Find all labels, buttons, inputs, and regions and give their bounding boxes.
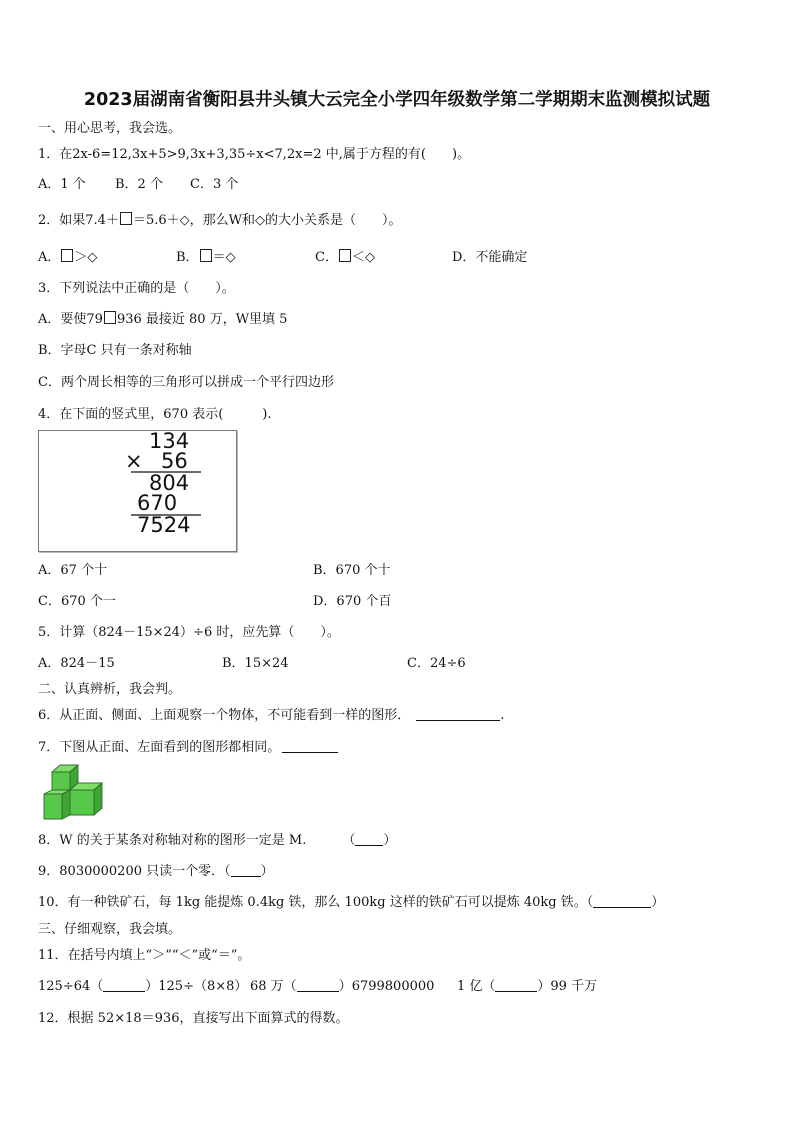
- q2-option-d[interactable]: D．不能确定: [452, 250, 528, 265]
- q11-e2-left: 68 万（: [250, 979, 297, 994]
- question-6: [38, 707, 504, 725]
- partial-product-2: 670: [137, 491, 178, 515]
- question-8: [38, 832, 396, 850]
- section-1-heading: 一、用心思考，我会选。: [38, 121, 182, 136]
- cube-top-upper-front: [52, 772, 70, 790]
- q11-e3-blank[interactable]: [495, 979, 537, 992]
- q2-c-rel: ＜◇: [351, 250, 375, 265]
- cube-figure: [40, 764, 106, 824]
- question-5: 5．计算（824－15×24）÷6 时，应先算（ ）。: [38, 625, 340, 640]
- q11-expression-1: [38, 978, 247, 996]
- cube-left-front: [44, 794, 62, 819]
- q8-paren-right: ）: [383, 833, 397, 848]
- q3-a-post: 936 最接近 80 万，W里填 5: [116, 312, 288, 327]
- page-title: 2023届湖南省衡阳县井头镇大云完全小学四年级数学第二学期期末监测模拟试题: [83, 90, 711, 110]
- q11-expression-3: [457, 978, 597, 996]
- q2-option-b[interactable]: [176, 249, 236, 267]
- q11-e2-right: ）6799800000: [338, 979, 435, 994]
- q8-answer-blank[interactable]: [355, 833, 383, 846]
- q2-text-pre: 2．如果7.4＋: [38, 213, 119, 228]
- q9-answer-blank[interactable]: [231, 864, 261, 877]
- times-sign: ×: [125, 449, 143, 473]
- multiplicand: 134: [149, 431, 190, 453]
- multiplier: 56: [161, 449, 188, 473]
- question-11: 11．在括号内填上“＞”“＜”或“＝”。: [38, 948, 251, 963]
- square-symbol: [120, 212, 132, 225]
- q7-text: 7．下图从正面、左面看到的图形都相同。: [38, 740, 281, 755]
- q3-option-c[interactable]: C．两个周长相等的三角形可以拼成一个平行四边形: [38, 375, 334, 390]
- q1-option-b[interactable]: B．2 个: [115, 177, 163, 192]
- square-symbol: [104, 311, 116, 324]
- q5-option-a[interactable]: A．824－15: [38, 656, 115, 671]
- q2-b-label: B．: [176, 250, 199, 265]
- question-7: [38, 739, 338, 757]
- q11-e3-left: 1 亿（: [457, 979, 496, 994]
- cubes-svg: [40, 764, 106, 820]
- square-symbol: [61, 249, 73, 262]
- q10-text: 10．有一种铁矿石，每 1kg 能提炼 0.4kg 铁，那么 100kg 这样的铁矿石可以提炼 40kg 铁。（: [38, 895, 594, 910]
- q2-option-a[interactable]: [38, 249, 97, 267]
- q10-paren-right: ）: [651, 895, 665, 910]
- q11-e1-right: ）125÷（8×8）: [145, 979, 248, 994]
- q5-option-c[interactable]: C．24÷6: [407, 656, 466, 671]
- q2-c-label: C．: [315, 250, 338, 265]
- section-2-heading: 二、认真辨析，我会判。: [38, 682, 182, 697]
- product-result: 7524: [137, 513, 191, 537]
- q11-e1-blank[interactable]: [103, 979, 145, 992]
- section-3-heading: 三、仔细观察，我会填。: [38, 922, 182, 937]
- q5-option-b[interactable]: B．15×24: [222, 656, 289, 671]
- question-1: 1．在2x-6=12,3x+5>9,3x+3,35÷x<7,2x=2 中,属于方程的有( )。: [38, 147, 471, 162]
- q8-text: 8．W 的关于某条对称轴对称的图形一定是 M.: [38, 833, 307, 848]
- q1-option-c[interactable]: C．3 个: [190, 177, 239, 192]
- q8-paren-left: （: [342, 833, 356, 848]
- q11-expression-2: [250, 978, 434, 996]
- cube-right-front: [70, 790, 94, 815]
- q4-option-c[interactable]: C．670 个一: [38, 594, 116, 609]
- q1-option-a[interactable]: A．1 个: [38, 177, 86, 192]
- q11-e1-left: 125÷64（: [38, 979, 104, 994]
- q9-text: 9．8030000200 只读一个零．（: [38, 864, 231, 879]
- q2-b-rel: ＝◇: [212, 250, 236, 265]
- square-symbol: [200, 249, 212, 262]
- q11-e3-right: ）99 千万: [537, 979, 598, 994]
- question-9: [38, 863, 274, 881]
- vertical-multiplication-figure: [38, 430, 237, 552]
- question-10: [38, 894, 664, 912]
- q7-answer-blank[interactable]: [282, 740, 338, 753]
- q4-option-b[interactable]: B．670 个十: [313, 563, 391, 578]
- multiplication-svg: [39, 431, 236, 551]
- q9-paren-right: ）: [260, 864, 274, 879]
- q4-option-a[interactable]: A．67 个十: [38, 563, 108, 578]
- q3-option-a[interactable]: [38, 311, 287, 329]
- q2-option-c[interactable]: [315, 249, 375, 267]
- q3-option-b[interactable]: B．字母C 只有一条对称轴: [38, 343, 192, 358]
- q6-tail: .: [500, 708, 505, 723]
- q6-text: 6．从正面、侧面、上面观察一个物体，不可能看到一样的图形．: [38, 708, 411, 723]
- question-12: 12．根据 52×18＝936，直接写出下面算式的得数。: [38, 1011, 349, 1026]
- q2-a-rel: ＞◇: [74, 250, 98, 265]
- q4-option-d[interactable]: D．670 个百: [313, 594, 392, 609]
- cube-left-side: [62, 790, 70, 819]
- question-2: [38, 212, 402, 230]
- partial-product-1: 804: [149, 471, 190, 495]
- q6-answer-blank[interactable]: [416, 708, 500, 721]
- q3-a-pre: A．要使79: [38, 312, 103, 327]
- square-symbol: [339, 249, 351, 262]
- q2-a-label: A．: [38, 250, 61, 265]
- q10-answer-blank[interactable]: [593, 895, 651, 908]
- question-3: 3．下列说法中正确的是（ ）。: [38, 281, 235, 296]
- q11-e2-blank[interactable]: [297, 979, 339, 992]
- q2-text-mid: ＝5.6＋◇，那么W和◇的大小关系是（ ）。: [132, 213, 402, 228]
- question-4: 4．在下面的竖式里，670 表示( ).: [38, 407, 272, 422]
